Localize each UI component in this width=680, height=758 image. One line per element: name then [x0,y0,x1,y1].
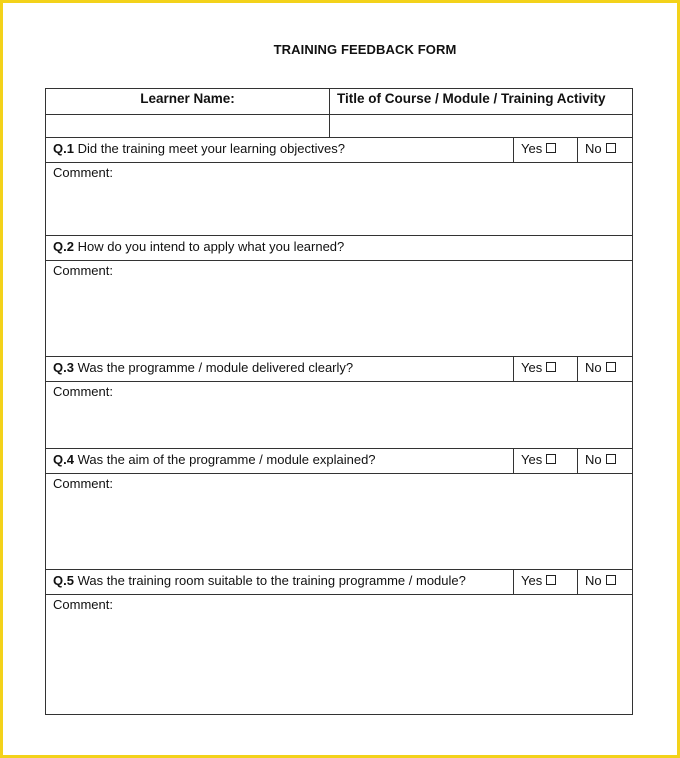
comment-label: Comment: [53,263,113,278]
yes-checkbox[interactable]: Yes [514,138,578,163]
no-checkbox[interactable]: No [578,357,633,382]
question-text: How do you intend to apply what you learned? [77,239,345,254]
checkbox-icon [606,575,616,585]
comment-label: Comment: [53,597,113,612]
question-text-cell [46,570,514,595]
question-text-cell [46,236,633,261]
question-text-cell [46,138,514,163]
learner-name-field[interactable] [46,115,330,138]
question-number: Q.5 [53,573,74,588]
checkbox-icon [546,143,556,153]
form-page [3,3,677,755]
comment-field[interactable] [46,261,633,357]
form-title: TRAINING FEEDBACK FORM [273,42,457,57]
question-text-cell [46,449,514,474]
course-title-label: Title of Course / Module / Training Activity [330,89,633,115]
comment-field[interactable] [46,474,633,570]
comment-label: Comment: [53,476,113,491]
comment-label: Comment: [53,384,113,399]
comment-label: Comment: [53,165,113,180]
learner-name-label: Learner Name: [46,89,330,115]
question-text: Was the aim of the programme / module explained? [77,452,376,467]
question-text: Was the programme / module delivered clearly? [77,360,354,375]
yes-checkbox[interactable]: Yes [514,449,578,474]
question-number: Q.3 [53,360,74,375]
question-row [46,357,633,382]
comment-field[interactable] [46,382,633,449]
checkbox-icon [606,362,616,372]
question-row [46,236,633,261]
question-number: Q.1 [53,141,74,156]
comment-field[interactable] [46,163,633,236]
checkbox-icon [606,454,616,464]
comment-field[interactable] [46,595,633,715]
question-text: Did the training meet your learning objectives? [77,141,345,156]
question-row [46,570,633,595]
question-number: Q.4 [53,452,74,467]
no-checkbox[interactable]: No [578,449,633,474]
question-number: Q.2 [53,239,74,254]
question-row [46,138,633,163]
yes-checkbox[interactable]: Yes [514,357,578,382]
checkbox-icon [606,143,616,153]
checkbox-icon [546,454,556,464]
course-title-field[interactable] [330,115,633,138]
question-text: Was the training room suitable to the training programme / module? [77,573,466,588]
question-text-cell [46,357,514,382]
yes-checkbox[interactable]: Yes [514,570,578,595]
no-checkbox[interactable]: No [578,570,633,595]
no-checkbox[interactable]: No [578,138,633,163]
question-row [46,449,633,474]
feedback-table [45,88,633,715]
checkbox-icon [546,362,556,372]
checkbox-icon [546,575,556,585]
